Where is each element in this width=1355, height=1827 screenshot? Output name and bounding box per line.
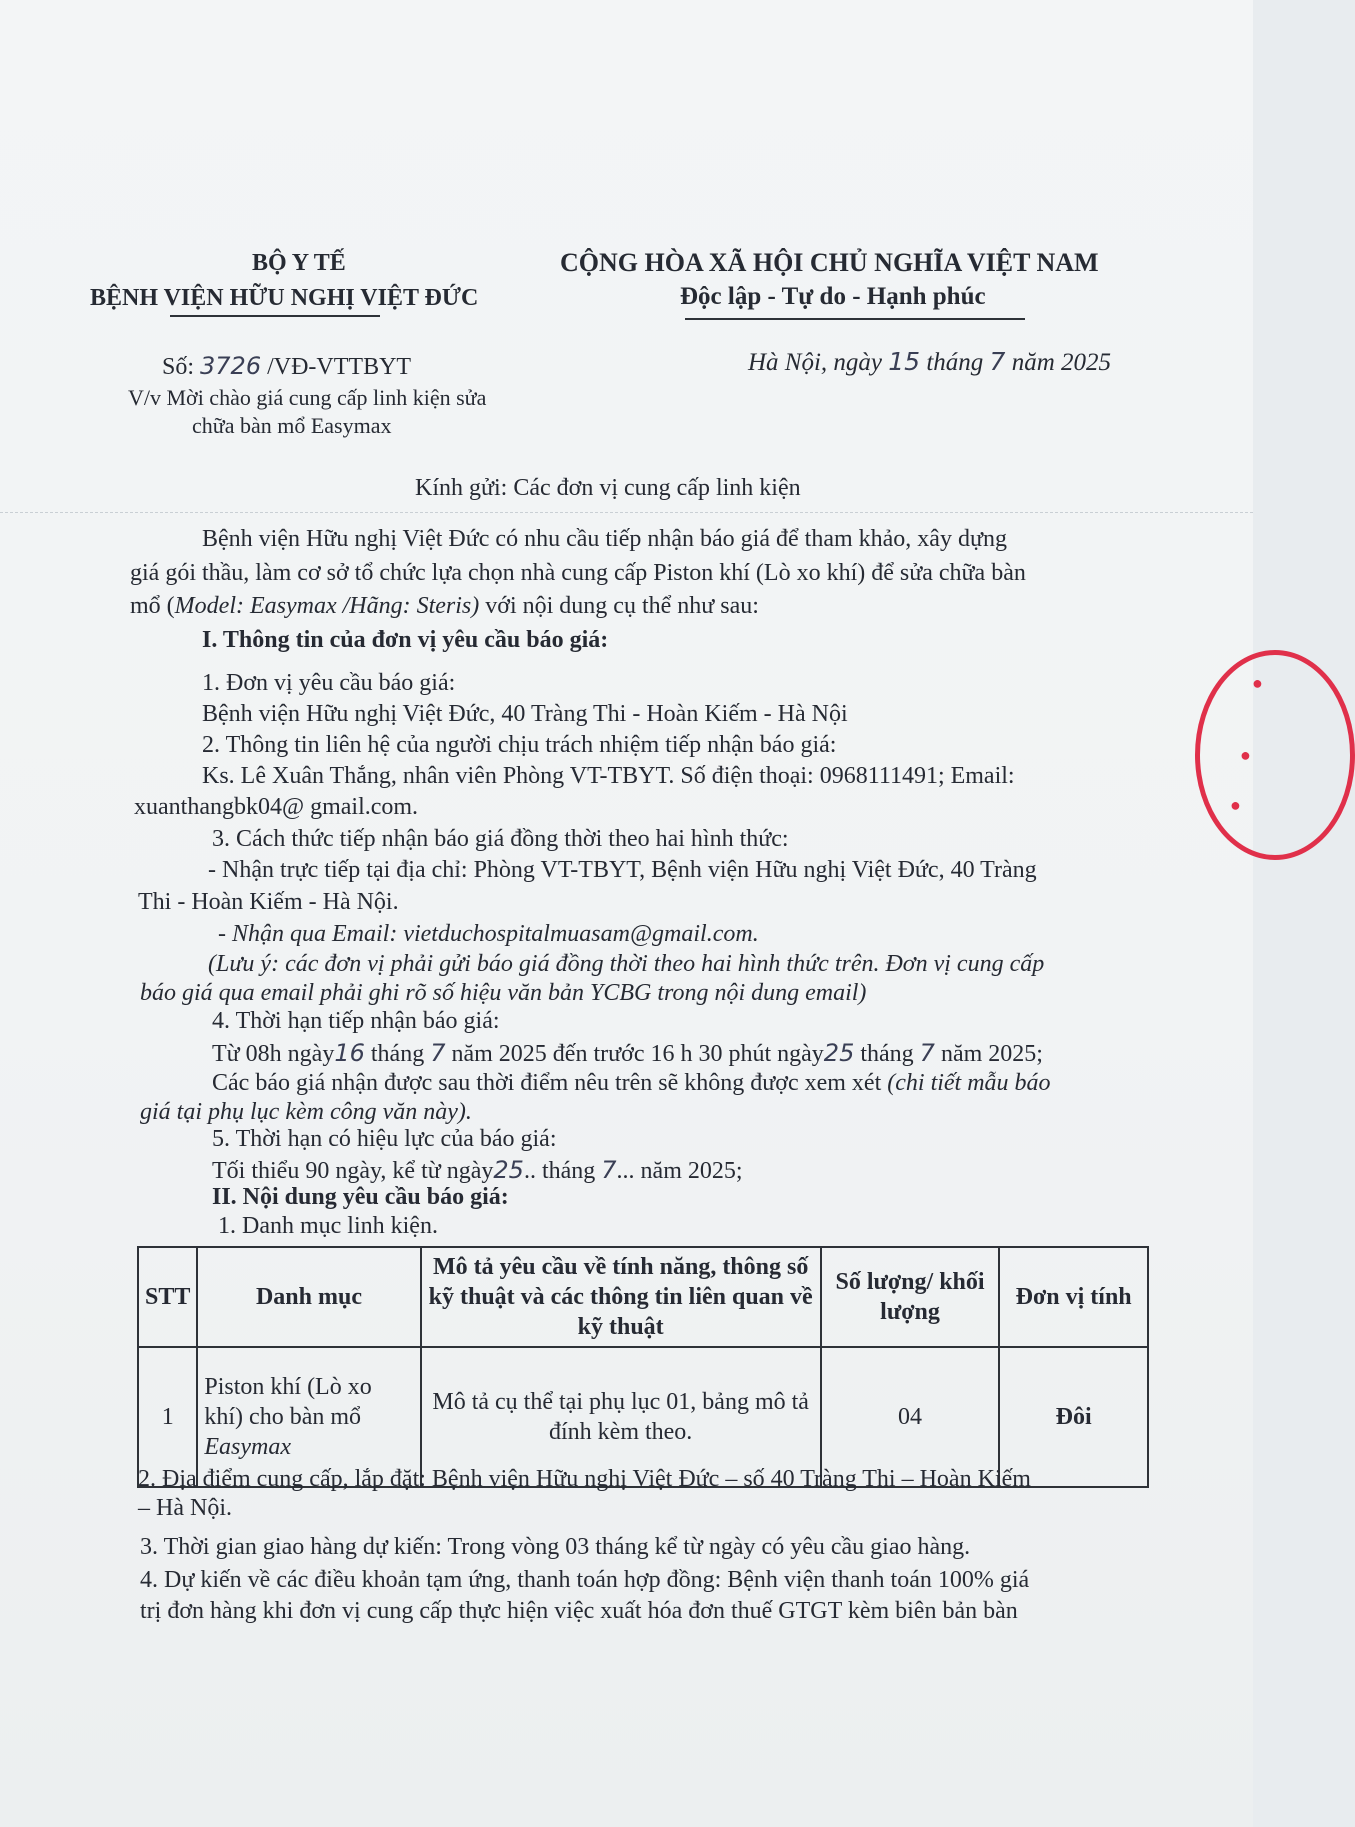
document-number [162, 352, 411, 381]
date-month: 7 [989, 347, 1006, 376]
col-header-description: Mô tả yêu cầu về tính năng, thông số kỹ thuật và các thông tin liên quan về kỹ thuật [421, 1247, 821, 1347]
parts-table [137, 1246, 1149, 1488]
hospital-underline [170, 315, 380, 317]
ministry-name: BỘ Y TẾ [252, 250, 346, 276]
item-name-line1: Piston khí (Lò xo [204, 1374, 372, 1400]
item5-month: 7 [601, 1156, 617, 1184]
subject-line-2: chữa bàn mổ Easymax [192, 413, 392, 438]
s1-item3-label: 3. Cách thức tiếp nhận báo giá đồng thời theo hai hình thức: [212, 826, 789, 852]
item4-from: Từ 08h ngày [212, 1041, 335, 1067]
cell-quantity: 04 [821, 1347, 1000, 1487]
item5-from: Tối thiểu 90 ngày, kể từ ngày [212, 1158, 494, 1184]
col-header-stt: STT [138, 1247, 197, 1347]
item4-until: năm 2025 đến trước 16 h 30 phút ngày [451, 1041, 824, 1067]
republic-title: CỘNG HÒA XÃ HỘI CHỦ NGHĨA VIỆT NAM [560, 248, 1099, 277]
national-motto: Độc lập - Tự do - Hạnh phúc [680, 283, 986, 310]
date-prefix: Hà Nội, ngày [748, 349, 883, 376]
table-header-row [138, 1247, 1148, 1347]
item4-day2: 25 [823, 1039, 855, 1067]
hospital-name-text: BỆNH VIỆN HỮU NGHỊ VIỆT ĐỨC [90, 285, 479, 311]
cell-unit: Đôi [999, 1347, 1148, 1487]
s1-item2-line2: xuanthangbk04@ gmail.com. [134, 794, 419, 820]
document-date [748, 347, 1111, 377]
s1-item1-value: Bệnh viện Hữu nghị Việt Đức, 40 Tràng Thi - Hoàn Kiếm - Hà Nội [202, 701, 848, 727]
item-name-line3: Easymax [204, 1434, 292, 1460]
s1-note-line1: (Lưu ý: các đơn vị phải gửi báo giá đồng thời theo hai hình thức trên. Đơn vị cung cấp [208, 951, 1045, 977]
s2-item3: 3. Thời gian giao hàng dự kiến: Trong vòng 03 tháng kể từ ngày có yêu cầu giao hàng. [140, 1534, 971, 1560]
s2-item4-line1: 4. Dự kiến về các điều khoản tạm ứng, thanh toán hợp đồng: Bệnh viện thanh toán 100% giá [140, 1567, 1030, 1593]
intro-line-3 [130, 593, 759, 620]
intro-line-3-a: mổ ( [130, 593, 175, 619]
date-day: 15 [888, 347, 921, 376]
col-header-unit: Đơn vị tính [999, 1247, 1148, 1347]
s1-item3-direct1: - Nhận trực tiếp tại địa chỉ: Phòng VT-TBYT, Bệnh viện Hữu nghị Việt Đức, 40 Tràng [208, 857, 1037, 883]
s2-item2-line1: 2. Địa điểm cung cấp, lắp đặt: Bệnh viện Hữu nghị Việt Đức – số 40 Tràng Thi – Hoàn Kiếm [138, 1466, 1031, 1492]
intro-line-1: Bệnh viện Hữu nghị Việt Đức có nhu cầu tiếp nhận báo giá để tham khảo, xây dựng [202, 526, 1007, 552]
number-handwritten: 3726 [200, 352, 262, 380]
s1-item3-direct2: Thi - Hoàn Kiếm - Hà Nội. [138, 889, 399, 915]
item4-month-label2: tháng [860, 1041, 914, 1067]
col-header-quantity: Số lượng/ khối lượng [821, 1247, 1000, 1347]
number-label: Số: [162, 354, 195, 380]
s1-item5-value [212, 1156, 743, 1185]
s1-item4-label: 4. Thời hạn tiếp nhận báo giá: [212, 1008, 500, 1034]
item4-late-a: Các báo giá nhận được sau thời điểm nêu trên sẽ không được xem xét [212, 1070, 888, 1096]
s2-item4-line2: trị đơn hàng khi đơn vị cung cấp thực hiện việc xuất hóa đơn thuế GTGT kèm biên bản bàn [140, 1598, 1018, 1624]
item5-day: 25 [493, 1156, 524, 1184]
item4-month2: 7 [919, 1039, 935, 1067]
item4-late-b: (chi tiết mẫu báo [887, 1070, 1051, 1096]
hospital-name [90, 285, 478, 312]
subject-line-1: V/v Mời chào giá cung cấp linh kiện sửa [128, 385, 487, 410]
number-suffix: /VĐ-VTTBYT [267, 354, 412, 380]
red-seal-stamp: ● ● ● [1195, 650, 1355, 860]
item-name-line2: khí) cho bàn mổ [204, 1404, 362, 1430]
s1-note-line2: báo giá qua email phải ghi rõ số hiệu văn bản YCBG trong nội dung email) [140, 980, 867, 1006]
cell-description: Mô tả cụ thể tại phụ lục 01, bảng mô tả đính kèm theo. [421, 1347, 821, 1487]
item5-year: ... năm 2025; [616, 1158, 743, 1184]
s1-item2-label: 2. Thông tin liên hệ của người chịu trách nhiệm tiếp nhận báo giá: [202, 732, 837, 758]
s1-item4-late1 [212, 1070, 1051, 1097]
date-month-label: tháng [926, 349, 984, 376]
salutation: Kính gửi: Các đơn vị cung cấp linh kiện [415, 475, 801, 501]
section-1-title: I. Thông tin của đơn vị yêu cầu báo giá: [202, 627, 609, 653]
s2-item2-line2: – Hà Nội. [138, 1495, 232, 1521]
col-header-item: Danh mục [197, 1247, 420, 1347]
item4-day1: 16 [334, 1039, 365, 1067]
section-2-title: II. Nội dung yêu cầu báo giá: [212, 1184, 509, 1210]
motto-underline [685, 318, 1025, 320]
item4-month1: 7 [430, 1039, 446, 1067]
item4-year2: năm 2025; [940, 1041, 1043, 1067]
cell-stt: 1 [138, 1347, 197, 1487]
item5-month-label: .. tháng [523, 1158, 596, 1184]
s1-item3-email: - Nhận qua Email: vietduchospitalmuasam@gmail.com. [218, 921, 759, 947]
s1-item2-line1: Ks. Lê Xuân Thắng, nhân viên Phòng VT-TBYT. Số điện thoại: 0968111491; Email: [202, 763, 1015, 789]
s1-item4-late2: giá tại phụ lục kèm công văn này). [140, 1099, 472, 1125]
date-year: năm 2025 [1011, 349, 1112, 376]
s1-item1-label: 1. Đơn vị yêu cầu báo giá: [202, 670, 456, 696]
s1-item5-label: 5. Thời hạn có hiệu lực của báo giá: [212, 1126, 557, 1152]
fold-line [0, 512, 1253, 513]
s1-item4-period [212, 1039, 1043, 1068]
intro-model: Model: Easymax /Hãng: Steris) [174, 593, 480, 619]
intro-line-2: giá gói thầu, làm cơ sở tổ chức lựa chọn nhà cung cấp Piston khí (Lò xo khí) để sửa chữa bàn [130, 560, 1026, 586]
s2-list-label: 1. Danh mục linh kiện. [218, 1213, 438, 1239]
intro-line-3-c: với nội dung cụ thể như sau: [479, 593, 759, 619]
item4-month-label1: tháng [370, 1041, 425, 1067]
